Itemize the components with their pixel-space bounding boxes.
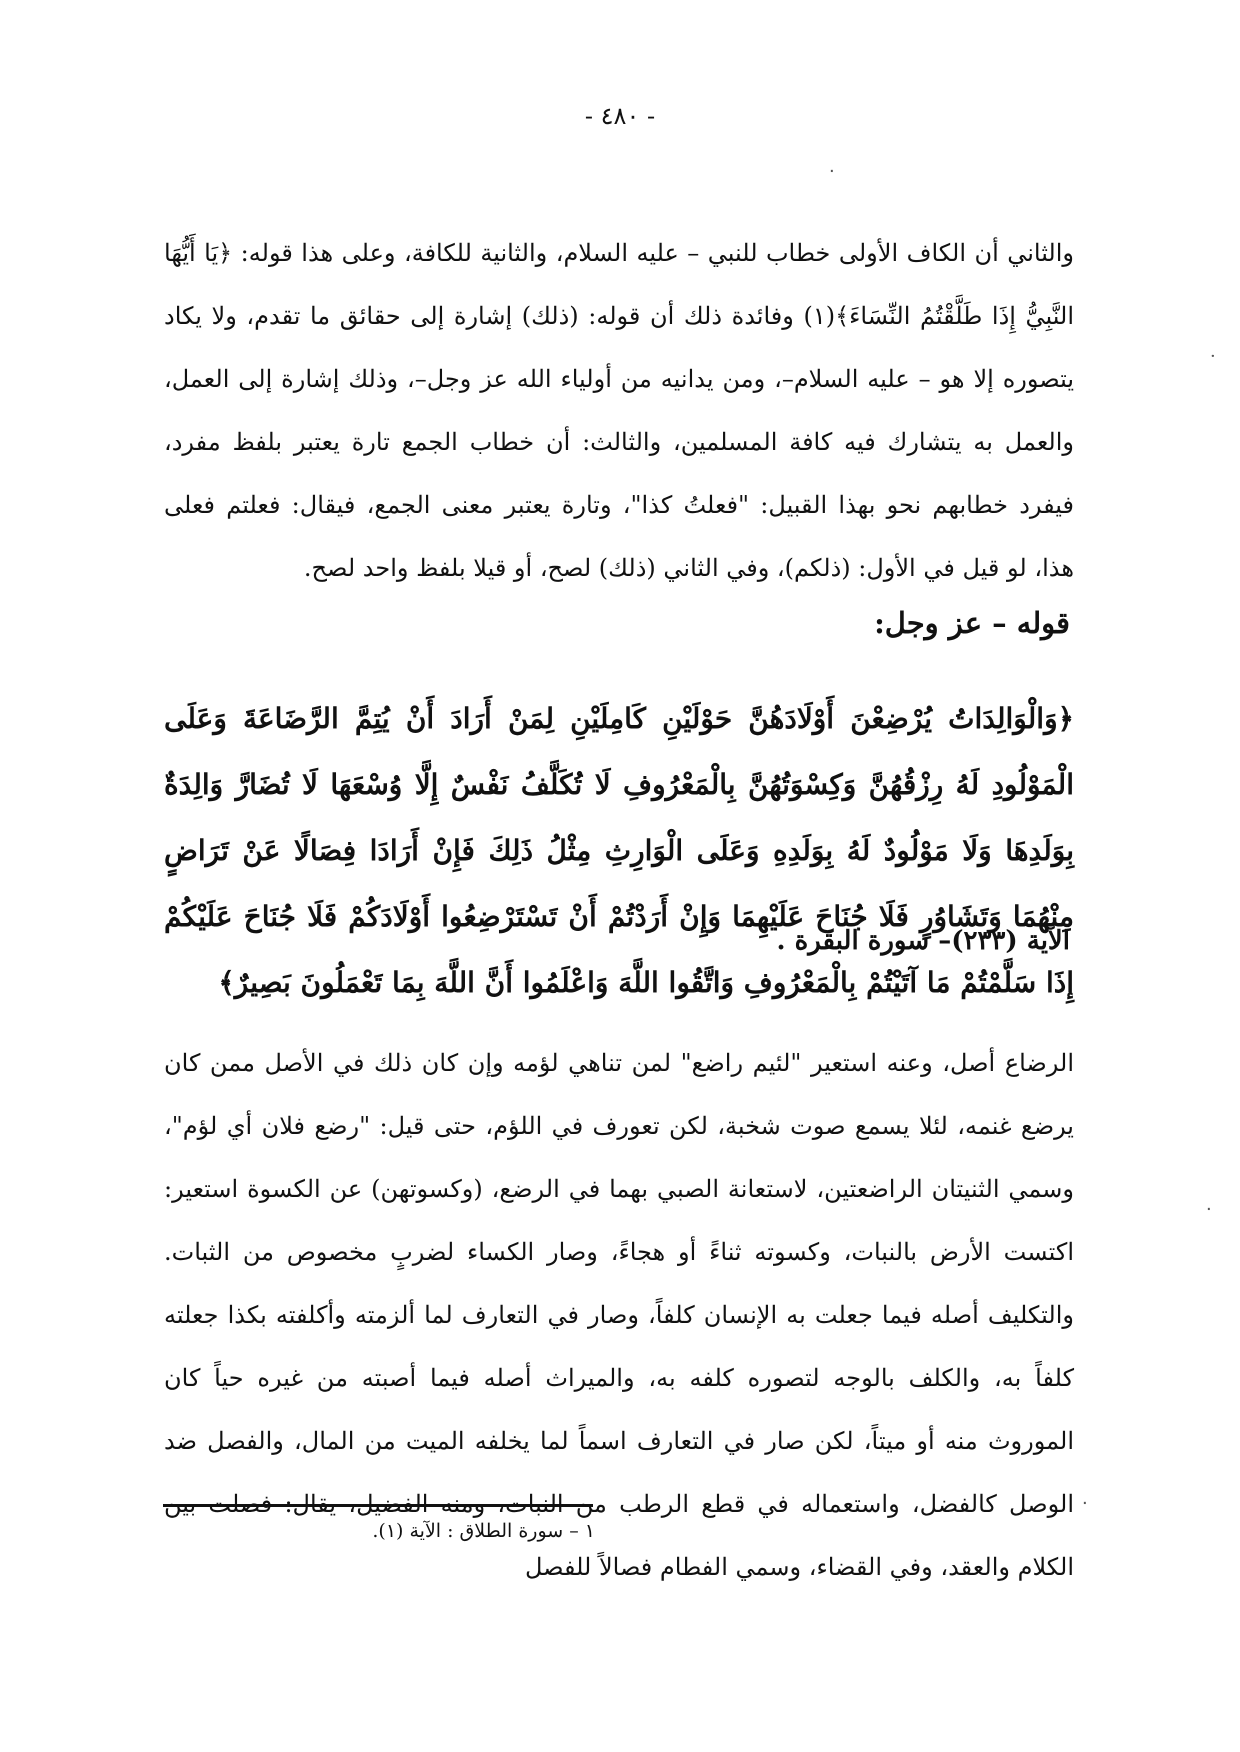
ayah-reference: الآية (٢٣٣)– سورة البقرة . — [776, 926, 1070, 956]
commentary-paragraph-2: الرضاع أصل، وعنه استعير "لئيم راضع" لمن تناهي لؤمه وإن كان ذلك في الأصل ممن كان يرضع غنمه، لئلا يسمع صوت شخبة، لكن تعورف في اللؤم، حتى قيل: "رضع فلان أي لؤم"، وسمي الثنيتان الراضعتين، لاستعانة الصبي بهما في الرضع، (وكسوتهن) عن الكسوة استعير: اكتست الأرض بالنبات، وكسوته ثناءً أو هجاءً، وصار الكساء لضربٍ مخصوص من الثبات. والتكليف أصله فيما جعلت به الإنسان كلفاً، وصار في التعارف لما ألزمته وأكلفته بكذا جعلته كلفاً به، والكلف بالوجه لتصوره كلفه به، والميراث أصله فيما أصبته من غيره حياً كان الموروث منه أو ميتاً، لكن صار في التعارف اسماً لما يخلفه الميت من المال، والفصل ضد الوصل كالفضل، واستعماله في قطع الرطب من النبات، ومنه الفضيل، يقال: فصلت بين الكلام والعقد، وفي القضاء، وسمي الفطام فصالاً للفصل — [164, 1049, 1074, 1581]
scan-speck: ٠ — [1204, 1198, 1214, 1219]
footnote-divider — [163, 1504, 593, 1507]
quran-verse: ﴿وَالْوَالِدَاتُ يُرْضِعْنَ أَوْلَادَهُنَّ حَوْلَيْنِ كَامِلَيْنِ لِمَنْ أَرَادَ أَنْ يُتِمَّ الرَّضَاعَةَ وَعَلَى الْمَوْلُودِ لَهُ رِزْقُهُنَّ وَكِسْوَتُهُنَّ بِالْمَعْرُوفِ لَا تُكَلَّفُ نَفْسٌ إِلَّا وُسْعَهَا لَا تُضَارَّ وَالِدَةٌ بِوَلَدِهَا وَلَا مَوْلُودٌ لَهُ بِوَلَدِهِ وَعَلَى الْوَارِثِ مِثْلُ ذَلِكَ فَإِنْ أَرَادَا فِصَالًا عَنْ تَرَاضٍ مِنْهُمَا وَتَشَاوُرٍ فَلَا جُنَاحَ عَلَيْهِمَا وَإِنْ أَرَدْتُمْ أَنْ تَسْتَرْضِعُوا أَوْلَادَكُمْ فَلَا جُنَاحَ عَلَيْكُمْ إِذَا سَلَّمْتُمْ مَا آتَيْتُمْ بِالْمَعْرُوفِ وَاتَّقُوا اللَّهَ وَاعْلَمُوا أَنَّ اللَّهَ بِمَا تَعْمَلُونَ بَصِيرٌ﴾ — [164, 702, 1074, 999]
commentary-paragraph-1: والثاني أن الكاف الأولى خطاب للنبي – عليه السلام، والثانية للكافة، وعلى هذا قوله: ﴿يَا أَيُّهَا النَّبِيُّ إِذَا طَلَّقْتُمُ النِّسَاءَ﴾(١) وفائدة ذلك أن قوله: (ذلك) إشارة إلى حقائق ما تقدم، ولا يكاد يتصوره إلا هو – عليه السلام–، ومن يدانيه من أولياء الله عز وجل–، وذلك إشارة إلى العمل، والعمل به يتشارك فيه كافة المسلمين، والثالث: أن خطاب الجمع تارة يعتبر بلفظ مفرد، فيفرد خطابهم نحو بهذا القبيل: "فعلتُ كذا"، وتارة يعتبر معنى الجمع، فيقال: فعلتم فعلى هذا، لو قيل في الأول: (ذلكم)، وفي الثاني (ذلك) لصح، أو قيلا بلفظ واحد لصح. — [164, 239, 1075, 582]
scan-speck: ٠ — [827, 160, 837, 181]
page-number: - ٤٨٠ - — [584, 102, 656, 130]
footnote: ١ – سورة الطلاق : الآية (١). — [372, 1520, 595, 1542]
scan-speck: · — [1210, 346, 1216, 367]
scan-speck: ٠ — [1080, 1492, 1090, 1513]
section-heading: قوله – عز وجل: — [874, 606, 1070, 640]
